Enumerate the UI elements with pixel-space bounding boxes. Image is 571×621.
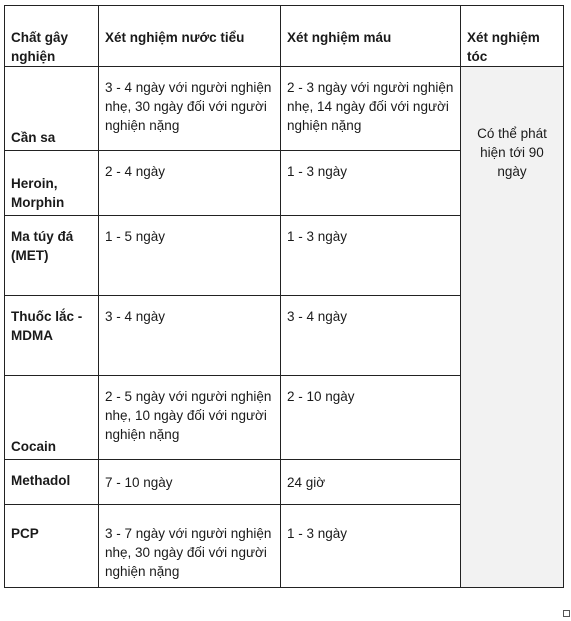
- blood-cell: 1 - 3 ngày: [281, 505, 461, 588]
- urine-cell: 1 - 5 ngày: [99, 216, 281, 296]
- blood-cell: 2 - 10 ngày: [281, 376, 461, 460]
- header-hair-test: Xét nghiệm tóc: [461, 6, 564, 67]
- header-blood-test: Xét nghiệm máu: [281, 6, 461, 67]
- blood-cell: 3 - 4 ngày: [281, 296, 461, 376]
- urine-cell: 3 - 7 ngày với người nghiện nhẹ, 30 ngày đối với người nghiện nặng: [99, 505, 281, 588]
- urine-cell: 2 - 4 ngày: [99, 151, 281, 216]
- substance-cell: PCP: [5, 505, 99, 588]
- substance-cell: Thuốc lắc - MDMA: [5, 296, 99, 376]
- urine-cell: 3 - 4 ngày với người nghiện nhẹ, 30 ngày đối với người nghiện nặng: [99, 67, 281, 151]
- drug-detection-table: [4, 5, 564, 588]
- header-substance: Chất gây nghiện: [5, 6, 99, 67]
- substance-cell: Methadol: [5, 460, 99, 505]
- header-row: [5, 6, 564, 67]
- substance-cell: Ma túy đá (MET): [5, 216, 99, 296]
- urine-cell: 7 - 10 ngày: [99, 460, 281, 505]
- blood-cell: 1 - 3 ngày: [281, 151, 461, 216]
- hair-result-text: Có thể phát hiện tới 90 ngày: [477, 126, 547, 179]
- blood-cell: 1 - 3 ngày: [281, 216, 461, 296]
- substance-cell: Cocain: [5, 376, 99, 460]
- table-resize-handle[interactable]: [563, 610, 570, 617]
- hair-result-cell: [461, 67, 564, 588]
- blood-cell: 2 - 3 ngày với người nghiện nhẹ, 14 ngày đối với người nghiện nặng: [281, 67, 461, 151]
- substance-cell: Heroin, Morphin: [5, 151, 99, 216]
- header-urine-test: Xét nghiệm nước tiểu: [99, 6, 281, 67]
- substance-cell: Cần sa: [5, 67, 99, 151]
- urine-cell: 3 - 4 ngày: [99, 296, 281, 376]
- urine-cell: 2 - 5 ngày với người nghiện nhẹ, 10 ngày đối với người nghiện nặng: [99, 376, 281, 460]
- table-row: [5, 67, 564, 151]
- blood-cell: 24 giờ: [281, 460, 461, 505]
